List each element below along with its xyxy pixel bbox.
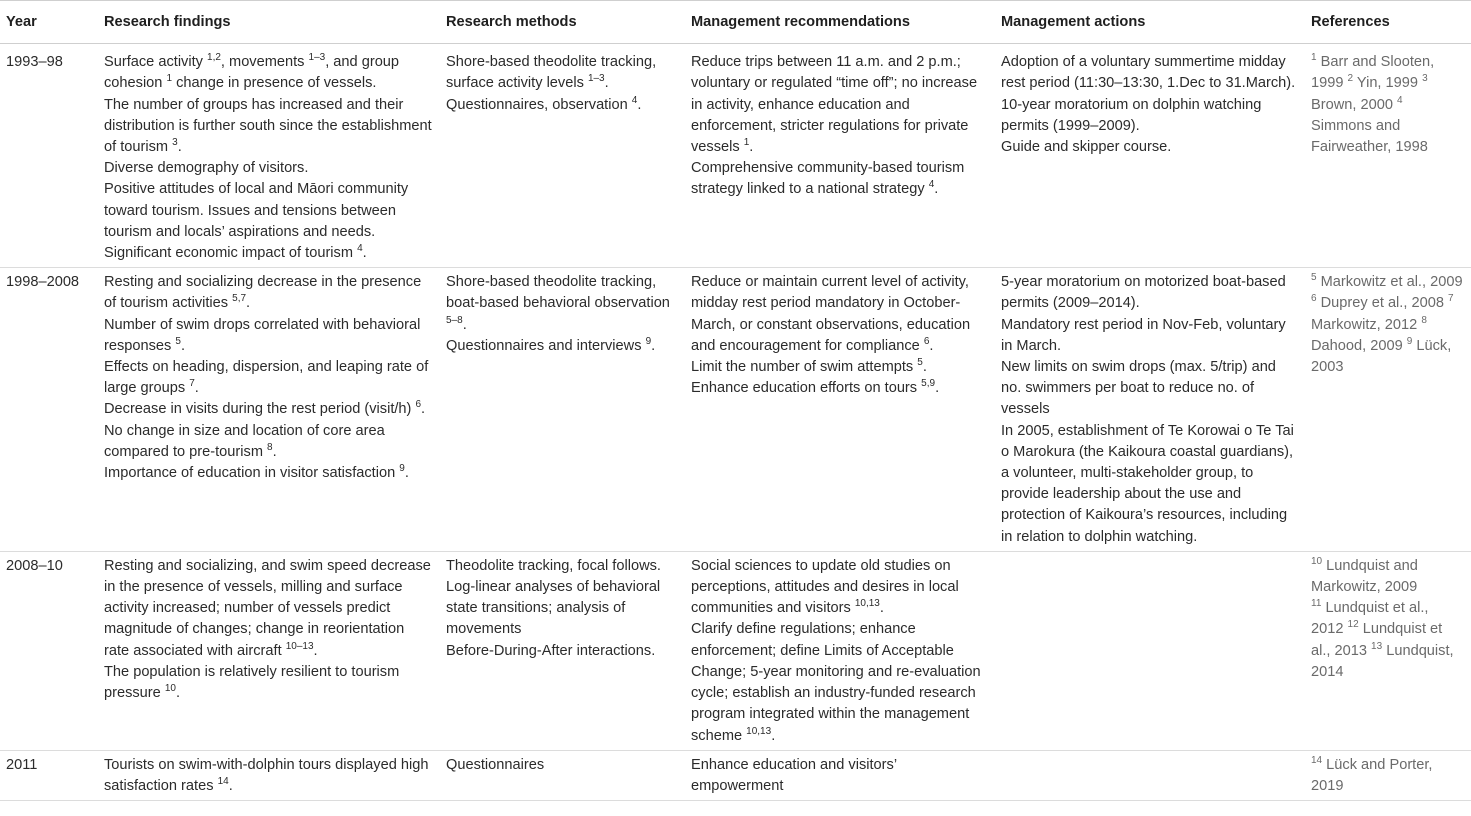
superscript-citation: 1	[166, 73, 173, 85]
cell-text: Lundquist and Markowitz, 2009	[1311, 557, 1418, 596]
cell-line	[104, 158, 432, 179]
superscript-citation: 5	[1311, 272, 1317, 284]
table-row	[0, 268, 1471, 552]
cell-management-actions	[995, 268, 1305, 552]
superscript-citation: 10	[164, 683, 176, 695]
cell-management-recommendations	[685, 750, 995, 800]
header-row	[0, 1, 1471, 44]
superscript-citation: 5	[175, 335, 181, 347]
superscript-citation: 5,7	[232, 293, 247, 305]
header-management-recommendations: Management recommendations	[685, 1, 995, 44]
superscript-citation: 14	[1311, 754, 1323, 766]
cell-text: 5-year moratorium on motorized boat-based permits (2009–2014).	[1001, 274, 1286, 312]
cell-line	[446, 556, 677, 577]
cell-research-methods	[440, 750, 685, 800]
cell-line	[104, 357, 432, 399]
cell-line	[104, 662, 432, 704]
table-row	[0, 750, 1471, 800]
cell-line	[104, 243, 432, 264]
cell-text: Adoption of a voluntary summertime midday rest period (11:30–13:30, 1.Dec to 31.March).	[1001, 54, 1296, 92]
superscript-citation: 6	[1311, 293, 1317, 305]
cell-line	[691, 158, 987, 200]
cell-text: Lück, 2003	[1311, 337, 1452, 376]
cell-management-recommendations	[685, 268, 995, 552]
cell-text: The population is relatively resilient to tourism pressure	[104, 663, 400, 702]
cell-text: Brown, 2000	[1311, 96, 1397, 113]
superscript-citation: 9	[1406, 335, 1413, 347]
table-header	[0, 1, 1471, 44]
superscript-citation: 5,9	[921, 378, 936, 390]
superscript-citation: 1	[1311, 52, 1317, 64]
cell-line	[1001, 421, 1297, 548]
superscript-citation: 10–13	[285, 640, 314, 652]
cell-text: 10-year moratorium on dolphin watching permits (1999–2009).	[1001, 96, 1262, 134]
superscript-citation: 13	[1371, 640, 1383, 652]
cell-line	[104, 179, 432, 243]
cell-text: Lück and Porter, 2019	[1311, 756, 1433, 794]
superscript-citation: 4	[631, 94, 638, 106]
cell-year: 2008–10	[0, 551, 98, 750]
cell-text: Questionnaires	[446, 756, 545, 773]
cell-text: .	[771, 727, 776, 744]
header-year: Year	[0, 1, 98, 44]
cell-text: Enhance education efforts on tours	[691, 380, 922, 397]
table-body	[0, 44, 1471, 801]
cell-line	[446, 577, 677, 641]
superscript-citation: 8	[267, 442, 273, 453]
cell-text: Log-linear analyses of behavioral state transitions; analysis of movements	[446, 579, 661, 638]
cell-text: Questionnaires and interviews	[446, 337, 646, 354]
header-management-actions: Management actions	[995, 1, 1305, 44]
cell-management-actions	[995, 551, 1305, 750]
superscript-citation: 1–3	[308, 52, 326, 64]
cell-text: .	[462, 316, 467, 333]
cell-text: Reduce trips between 11 a.m. and 2 p.m.; voluntary or regulated “time off”; no increase in activity, enhance education and enforcement, stricter regulations for private vessels	[691, 54, 978, 156]
superscript-citation: 10	[1311, 556, 1323, 568]
cell-text: , movements	[220, 54, 309, 71]
cell-line	[446, 336, 677, 357]
cell-references	[1305, 268, 1471, 552]
cell-text: Markowitz, 2012	[1311, 316, 1422, 333]
cell-line	[104, 52, 432, 94]
superscript-citation: 14	[217, 776, 229, 788]
cell-text: .	[637, 96, 642, 113]
cell-text: Lundquist, 2014	[1311, 642, 1454, 680]
cell-text: New limits on swim drops (max. 5/trip) and no. swimmers per boat to reduce no. of vessels	[1001, 359, 1276, 418]
cell-text: No change in size and location of core area compared to pre-tourism	[104, 422, 385, 460]
cell-line	[1311, 598, 1463, 683]
superscript-citation: 3	[1422, 73, 1428, 85]
superscript-citation: 1	[743, 137, 750, 149]
cell-line	[1001, 95, 1297, 137]
cell-text: Clarify define regulations; enhance enforcement; define Limits of Acceptable Change; 5-year monitoring and re-evaluation cycle; establish an industry-funded research program integrated within the management scheme	[691, 621, 981, 744]
superscript-citation: 3	[172, 137, 178, 149]
cell-research-methods	[440, 44, 685, 268]
cell-research-methods	[440, 551, 685, 750]
cell-line	[446, 95, 677, 116]
cell-line	[1001, 272, 1297, 314]
cell-text: Effects on heading, dispersion, and leaping rate of large groups	[104, 359, 429, 397]
superscript-citation: 1–3	[587, 73, 605, 85]
cell-text: .	[362, 245, 367, 262]
cell-line	[691, 272, 987, 357]
cell-text: The number of groups has increased and their distribution is further south since the establishment of tourism	[104, 96, 432, 156]
cell-text: .	[404, 465, 409, 482]
cell-text: Theodolite tracking, focal follows.	[446, 557, 661, 574]
cell-text: Before-During-After interactions.	[446, 642, 656, 659]
cell-text: .	[272, 443, 277, 460]
cell-text: Reduce or maintain current level of activity, midday rest period mandatory in October-March, or constant observations, education and encouragement for compliance	[691, 274, 971, 354]
cell-line	[1001, 137, 1297, 158]
cell-line	[691, 52, 987, 158]
cell-text: Significant economic impact of tourism	[104, 245, 358, 262]
superscript-citation: 12	[1347, 619, 1359, 631]
table-row	[0, 551, 1471, 750]
cell-text: Guide and skipper course.	[1001, 139, 1172, 156]
cell-line	[104, 755, 432, 797]
cell-text: Yin, 1999	[1353, 75, 1423, 92]
cell-text: .	[749, 139, 754, 156]
cell-line	[1001, 357, 1297, 421]
cell-text: Social sciences to update old studies on perceptions, attitudes and desires in local communities and visitors	[691, 557, 959, 617]
superscript-citation: 4	[357, 243, 363, 255]
superscript-citation: 9	[645, 335, 652, 347]
cell-text: , and group cohesion	[104, 54, 400, 92]
cell-text: .	[929, 337, 934, 354]
cell-text: .	[934, 181, 939, 198]
cell-text: Number of swim drops correlated with behavioral responses	[104, 316, 421, 354]
cell-management-recommendations	[685, 44, 995, 268]
cell-text: Diverse demography of visitors.	[104, 160, 309, 177]
cell-year: 1993–98	[0, 44, 98, 268]
cell-line	[446, 641, 677, 662]
superscript-citation: 11	[1311, 598, 1322, 610]
cell-text: Shore-based theodolite tracking, boat-based behavioral observation	[446, 274, 670, 312]
cell-line	[691, 556, 987, 620]
cell-text: Lundquist et al., 2013	[1311, 621, 1443, 659]
cell-text: .	[180, 337, 186, 354]
cell-text: Simmons and Fairweather, 1998	[1311, 117, 1428, 156]
cell-text: .	[194, 380, 199, 397]
cell-line	[104, 315, 432, 357]
cell-text: Tourists on swim-with-dolphin tours displayed high satisfaction rates	[104, 756, 429, 794]
cell-text: Limit the number of swim attempts	[691, 359, 918, 376]
cell-text: .	[175, 685, 181, 702]
cell-research-findings	[98, 268, 440, 552]
superscript-citation: 10,13	[746, 725, 772, 737]
cell-research-findings	[98, 551, 440, 750]
cell-line	[446, 272, 677, 336]
cell-text: .	[651, 337, 656, 354]
cell-text: Questionnaires, observation	[446, 96, 632, 113]
cell-line	[691, 378, 987, 399]
cell-text: Barr and Slooten, 1999	[1311, 54, 1435, 92]
cell-line	[691, 619, 987, 746]
superscript-citation: 9	[399, 463, 405, 475]
table-row	[0, 44, 1471, 268]
cell-research-findings	[98, 44, 440, 268]
cell-text: .	[228, 777, 233, 794]
superscript-citation: 4	[928, 179, 935, 191]
cell-text: Enhance education and visitors’ empowerment	[691, 756, 897, 794]
cell-text: Shore-based theodolite tracking, surface activity levels	[446, 54, 657, 92]
cell-line	[104, 399, 432, 420]
superscript-citation: 6	[415, 399, 422, 411]
cell-management-recommendations	[685, 551, 995, 750]
header-research-findings: Research findings	[98, 1, 440, 44]
cell-text: Resting and socializing, and swim speed decrease in the presence of vessels, milling and surface activity increased; number of vessels predict magnitude of changes; change in reorientation rate associated with aircraft	[104, 557, 431, 659]
cell-references	[1305, 44, 1471, 268]
cell-line	[104, 272, 432, 314]
cell-line	[104, 463, 432, 484]
cell-text: Comprehensive community-based tourism strategy linked to a national strategy	[691, 160, 965, 198]
cell-text: Dahood, 2009	[1311, 337, 1407, 354]
superscript-citation: 8	[1421, 314, 1427, 326]
cell-text: .	[935, 380, 940, 397]
cell-line	[1001, 52, 1297, 94]
cell-text: .	[604, 75, 609, 92]
cell-line	[691, 357, 987, 378]
cell-text: Lundquist et al., 2012	[1311, 600, 1429, 638]
cell-text: .	[177, 139, 182, 156]
cell-line	[104, 421, 432, 463]
superscript-citation: 4	[1397, 94, 1403, 106]
cell-text: Positive attitudes of local and Māori community toward tourism. Issues and tensions between tourism and locals’ aspirations and needs.	[104, 181, 409, 240]
cell-line	[104, 556, 432, 662]
cell-text: change in presence of vessels.	[172, 75, 377, 92]
cell-line	[1001, 315, 1297, 357]
superscript-citation: 5–8	[446, 314, 463, 326]
cell-line	[1311, 755, 1463, 797]
cell-references	[1305, 750, 1471, 800]
cell-text: Duprey et al., 2008	[1316, 295, 1448, 312]
header-references: References	[1305, 1, 1471, 44]
superscript-citation: 7	[189, 378, 195, 390]
cell-year: 1998–2008	[0, 268, 98, 552]
superscript-citation: 7	[1448, 293, 1454, 305]
cell-text: Resting and socializing decrease in the presence of tourism activities	[104, 274, 422, 312]
cell-line	[1311, 52, 1463, 158]
superscript-citation: 5	[917, 357, 923, 369]
superscript-citation: 2	[1347, 73, 1354, 85]
cell-text: .	[313, 642, 318, 659]
superscript-citation: 1,2	[207, 52, 221, 64]
cell-text: Decrease in visits during the rest period (visit/h)	[104, 401, 416, 418]
cell-line	[1311, 272, 1463, 378]
cell-text: .	[246, 295, 251, 312]
superscript-citation: 10,13	[854, 598, 880, 610]
cell-line	[446, 755, 677, 776]
cell-text: Importance of education in visitor satisfaction	[104, 465, 400, 482]
cell-management-actions	[995, 750, 1305, 800]
cell-line	[104, 95, 432, 159]
superscript-citation: 6	[923, 335, 930, 347]
cell-line	[1311, 556, 1463, 598]
cell-line	[691, 755, 987, 797]
cell-research-methods	[440, 268, 685, 552]
cell-text: Markowitz et al., 2009	[1316, 274, 1463, 291]
cell-year: 2011	[0, 750, 98, 800]
cell-management-actions	[995, 44, 1305, 268]
cell-text: Mandatory rest period in Nov-Feb, voluntary in March.	[1001, 316, 1286, 354]
header-research-methods: Research methods	[440, 1, 685, 44]
cell-references	[1305, 551, 1471, 750]
cell-research-findings	[98, 750, 440, 800]
cell-text: .	[421, 401, 426, 418]
cell-text: In 2005, establishment of Te Korowai o Te Tai o Marokura (the Kaikoura coastal guardians), a volunteer, multi-stakeholder group, to provide leadership about the use and protection of Kaikoura’s resources, including in relation to dolphin watching.	[1001, 422, 1294, 545]
cell-text: .	[879, 600, 884, 617]
cell-text: Surface activity	[104, 54, 208, 71]
cell-line	[446, 52, 677, 94]
cell-text: .	[922, 359, 927, 376]
